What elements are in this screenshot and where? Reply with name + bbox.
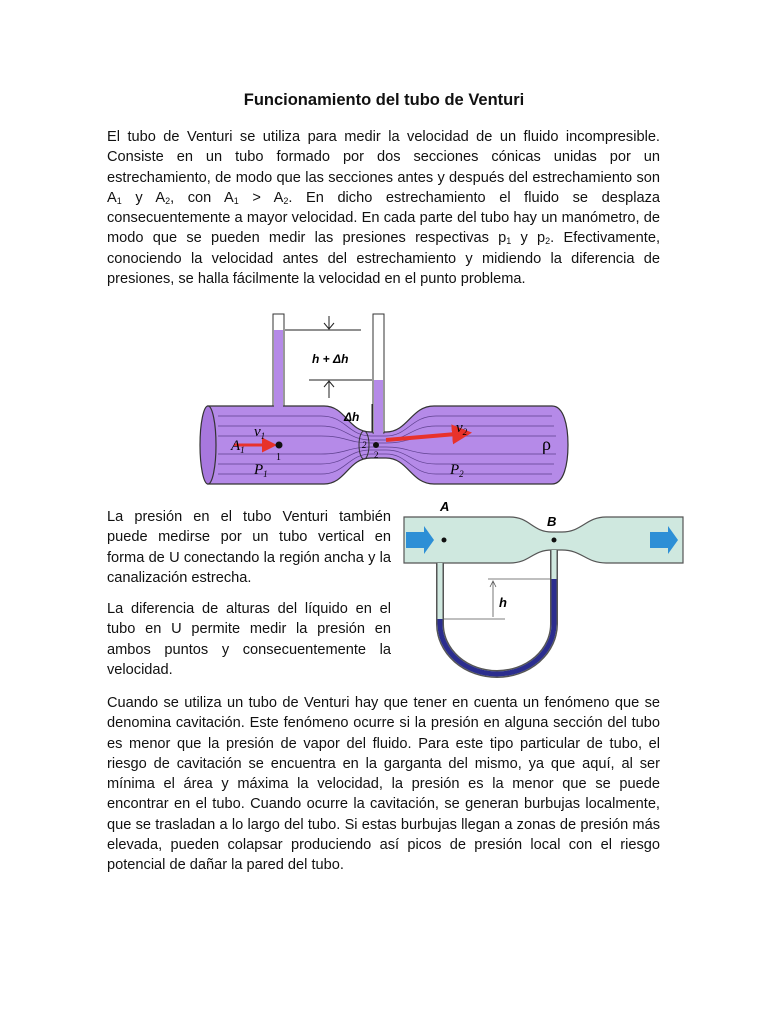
- manometer-tube-2: [373, 314, 384, 434]
- u-tube-venturi-diagram: [400, 496, 686, 682]
- point-1-dot: [276, 442, 283, 449]
- density-label: ρ: [542, 434, 551, 454]
- u-tube-manometer: [440, 550, 554, 674]
- intro-paragraph: El tubo de Venturi se utiliza para medir la velocidad de un fluido incompresible. Consiste en un tubo formado por dos secciones cónicas unidas por un estrechamiento, de modo que las secciones antes y después del estrechamiento son $A_1$ y $A_2$, con $A_1 > A_2$. En dicho estrechamiento el fluido se desplaza consecuentemente a mayor velocidad. En cada parte del tubo hay un manómetro, de modo que se pueden medir las presiones respectivas $p_1$ y $p_2$. Efectivamente, conociendo la velocidad antes del estrechamiento y midiendo la diferencia de presiones, se halla fácilmente la velocidad en el punto problema.: [107, 129, 661, 288]
- manometer-tube-1: [273, 314, 284, 408]
- u-tube-paragraph: La presión en el tubo Venturi también puede medirse por un tubo vertical en forma de U conectando la región ancha y la canalización estrecha.: [107, 509, 391, 586]
- point-1-label: 1: [276, 452, 281, 463]
- area-1-label: $A_1$: [231, 438, 245, 455]
- point-2-label: 2: [374, 450, 379, 460]
- velocity-1-label: $v_1$: [254, 424, 266, 441]
- area-2-label: 2: [362, 440, 367, 450]
- venturi-tube-diagram: [196, 308, 572, 490]
- height-difference-paragraph: La diferencia de alturas del líquido en el tubo en U permite medir la presión en ambos puntos y consecuentemente la velocidad.: [107, 601, 391, 678]
- point-2-dot: [373, 442, 379, 448]
- point-a-dot: [442, 538, 447, 543]
- delta-height-label: Δh: [344, 410, 360, 424]
- cavitation-paragraph: Cuando se utiliza un tubo de Venturi hay que tener en cuenta un fenómeno que se denomina cavitación. Este fenómeno ocurre si la presión en alguna sección del tubo es menor que la presión de vapor del fluido. Para este tipo particular de tubo, el riesgo de cavitación se encuentra en la garganta del mismo, ya que aquí, al ser mínima el área y máxima la velocidad, la presión es la menor que se puede encontrar en el tubo. Cuando ocurre la cavitación, se generan burbujas localmente, que se trasladan a lo largo del tubo. Si estas burbujas llegan a zonas de presión más elevada, pueden colapsar produciendo así picos de presión local con el riesgo potencial de dañar la pared del tubo.: [107, 695, 660, 874]
- point-a-label: A: [440, 499, 450, 514]
- height-guide-lines: [444, 579, 550, 619]
- pressure-1-label: $P_1$: [254, 462, 268, 479]
- height-h-label: h: [499, 595, 507, 610]
- velocity-2-label: $v_2$: [456, 420, 468, 437]
- page-title: Funcionamiento del tubo de Venturi: [243, 91, 525, 109]
- point-b-label: B: [547, 514, 557, 529]
- pressure-2-label: $P_2$: [450, 462, 464, 479]
- height-label: h + Δh: [312, 352, 349, 366]
- point-b-dot: [552, 538, 557, 543]
